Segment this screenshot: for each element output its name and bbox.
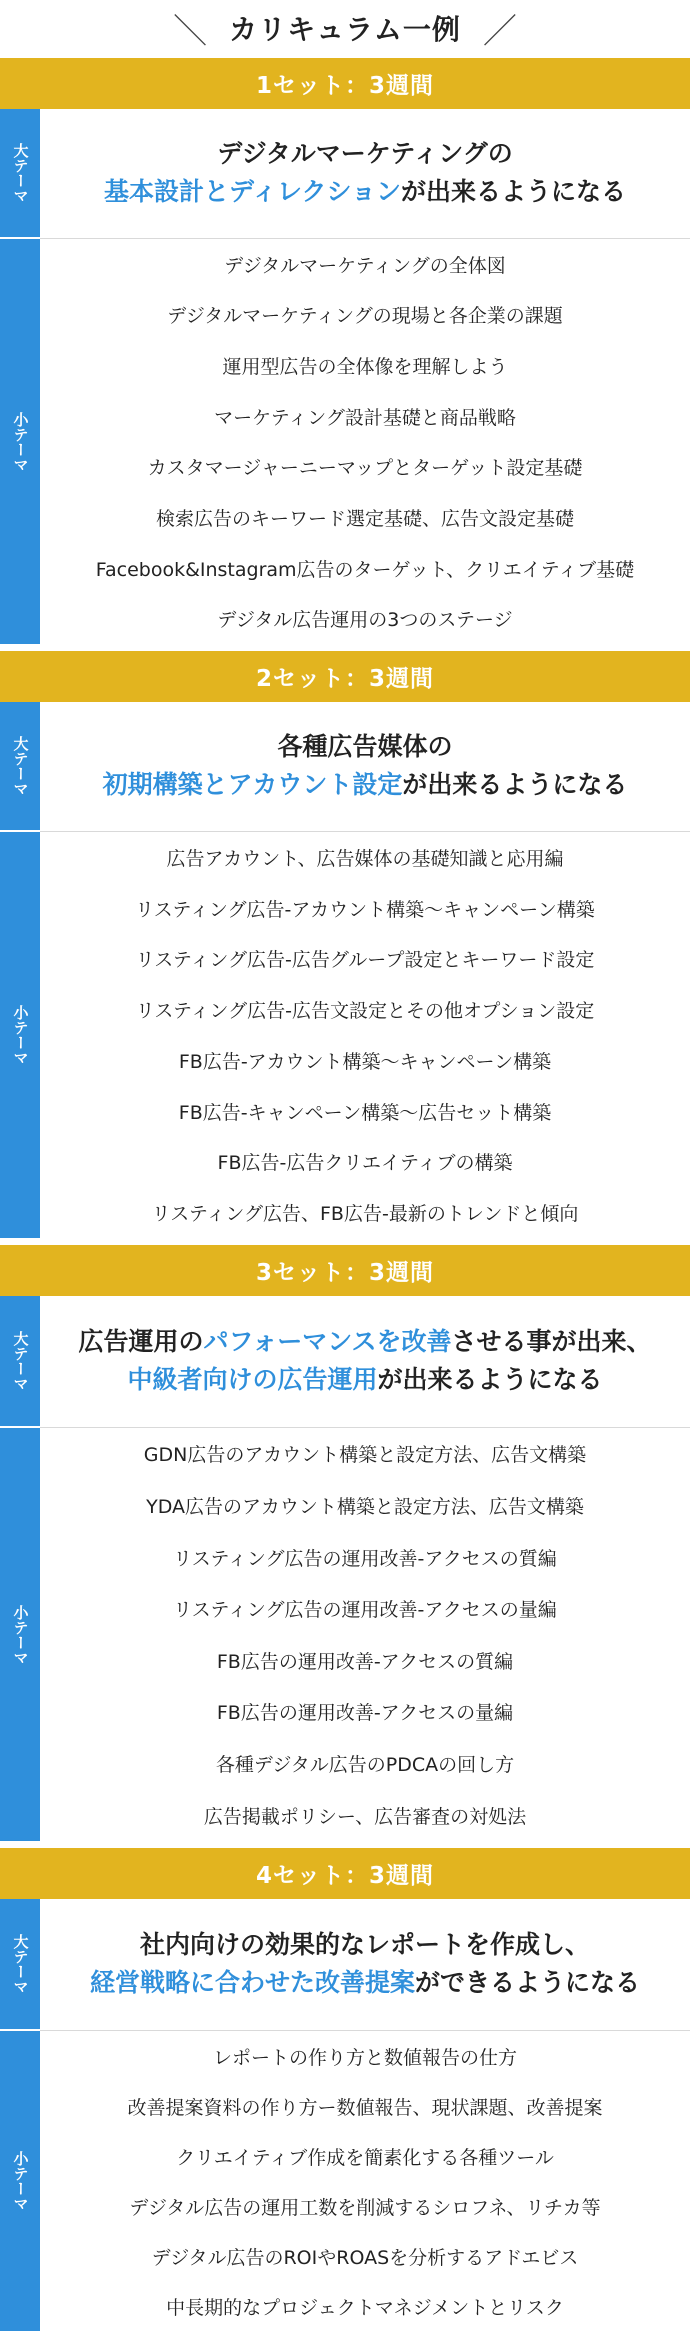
minor-theme-item: 改善提案資料の作り方ー数値報告、現状課題、改善提案 [127, 2096, 603, 2119]
minor-theme-item: リスティング広告-広告文設定とその他オプション設定 [135, 1000, 595, 1023]
major-theme-label: 大テーマ [11, 143, 30, 203]
major-theme-segment: させる事が出来、 [451, 1327, 652, 1356]
major-theme-tab [0, 1296, 40, 1426]
major-theme-text [40, 702, 690, 830]
major-theme-segment: 各種広告媒体の [277, 732, 453, 761]
minor-theme-item: FB広告の運用改善-アクセスの質編 [216, 1650, 514, 1673]
minor-theme-item: FB広告の運用改善-アクセスの量編 [216, 1702, 514, 1725]
major-theme-line [103, 766, 628, 804]
set-header-bar: 4セット：3週間 [0, 1848, 690, 1899]
major-theme-line [140, 1926, 590, 1964]
major-theme-segment: デジタルマーケティングの [217, 139, 513, 168]
major-theme-text [40, 1899, 690, 2029]
major-theme-segment: 社内向けの効果的なレポートを作成し、 [139, 1930, 590, 1959]
major-theme-tab [0, 702, 40, 830]
set-header-bar: 1セット：3週間 [0, 58, 690, 109]
minor-theme-item: リスティング広告-アカウント構築〜キャンペーン構築 [135, 898, 595, 921]
minor-theme-label: 小テーマ [11, 2151, 30, 2211]
minor-theme-item: 広告掲載ポリシー、広告審査の対処法 [203, 1805, 527, 1828]
page-title-area [0, 0, 690, 56]
major-theme-segment: が出来るようになる [401, 177, 627, 206]
major-theme-tab [0, 1899, 40, 2029]
minor-theme-tab [0, 1428, 40, 1841]
minor-theme-item: カスタマージャーニーマップとターゲット設定基礎 [147, 457, 583, 480]
minor-theme-tab [0, 239, 40, 644]
minor-theme-item: リスティング広告、FB広告-最新のトレンドと傾向 [151, 1203, 579, 1226]
minor-theme-item: FB広告-アカウント構築〜キャンペーン構築 [178, 1050, 552, 1073]
major-theme-label: 大テーマ [11, 1331, 30, 1391]
major-theme-segment: が出来るようになる [402, 770, 628, 799]
minor-theme-item: 運用型広告の全体像を理解しよう [222, 356, 508, 379]
minor-theme-item: デジタルマーケティングの全体図 [224, 254, 506, 277]
major-theme-line [78, 1323, 651, 1361]
minor-theme-label: 小テーマ [11, 1005, 30, 1065]
minor-theme-item: デジタル広告運用の3つのステージ [217, 609, 513, 632]
minor-theme-list [40, 832, 690, 1238]
major-theme-tab [0, 109, 40, 237]
minor-theme-item: クリエイティブ作成を簡素化する各種ツール [176, 2146, 554, 2169]
minor-theme-item: デジタル広告の運用工数を削減するシロフネ、リチカ等 [129, 2196, 601, 2219]
major-theme-line [217, 135, 513, 173]
minor-theme-item: 検索広告のキーワード選定基礎、広告文設定基礎 [155, 507, 574, 530]
minor-theme-list [40, 239, 690, 644]
minor-theme-item: マーケティング設計基礎と商品戦略 [214, 406, 516, 429]
minor-theme-list [40, 2031, 690, 2331]
minor-theme-item: デジタル広告のROIやROASを分析するアドエビス [151, 2246, 579, 2269]
minor-theme-tab [0, 2031, 40, 2331]
minor-theme-item: リスティング広告-広告グループ設定とキーワード設定 [135, 949, 595, 972]
title-left-mark: ＼ [173, 11, 208, 52]
major-theme-highlight: 基本設計とディレクション [103, 177, 401, 206]
major-theme-segment: 広告運用の [78, 1327, 204, 1356]
major-theme-label: 大テーマ [11, 1934, 30, 1994]
page-title: カリキュラム一例 [229, 13, 461, 46]
major-theme-segment: ができるようになる [415, 1968, 641, 1997]
minor-theme-label: 小テーマ [11, 411, 30, 472]
minor-theme-item: リスティング広告の運用改善-アクセスの量編 [173, 1599, 557, 1622]
minor-theme-label: 小テーマ [11, 1604, 30, 1665]
minor-theme-item: YDA広告のアカウント構築と設定方法、広告文構築 [146, 1495, 584, 1518]
major-theme-highlight: パフォーマンスを改善 [203, 1327, 452, 1356]
title-right-mark: ／ [482, 11, 517, 52]
minor-theme-item: 中長期的なプロジェクトマネジメントとリスク [166, 2296, 564, 2319]
major-theme-line [277, 728, 452, 766]
minor-theme-item: FB広告-広告クリエイティブの構築 [217, 1152, 513, 1175]
minor-theme-item: GDN広告のアカウント構築と設定方法、広告文構築 [143, 1444, 587, 1467]
major-theme-line [104, 173, 626, 211]
major-theme-highlight: 初期構築とアカウント設定 [102, 770, 403, 799]
minor-theme-item: 各種デジタル広告のPDCAの回し方 [215, 1754, 515, 1777]
minor-theme-item: Facebook&Instagram広告のターゲット、クリエイティブ基礎 [95, 558, 635, 581]
major-theme-segment: が出来るようになる [377, 1365, 603, 1394]
minor-theme-item: レポートの作り方と数値報告の仕方 [212, 2046, 517, 2069]
major-theme-label: 大テーマ [11, 736, 30, 796]
minor-theme-item: 広告アカウント、広告媒体の基礎知識と応用編 [166, 847, 564, 870]
major-theme-text [40, 1296, 690, 1426]
major-theme-highlight: 中級者向けの広告運用 [127, 1365, 378, 1394]
set-header-bar: 2セット：3週間 [0, 651, 690, 702]
set-header-bar: 3セット：3週間 [0, 1245, 690, 1296]
minor-theme-list [40, 1428, 690, 1841]
minor-theme-item: デジタルマーケティングの現場と各企業の課題 [167, 305, 563, 328]
major-theme-line [127, 1361, 602, 1399]
major-theme-line [90, 1964, 640, 2002]
minor-theme-item: リスティング広告の運用改善-アクセスの質編 [173, 1547, 557, 1570]
major-theme-highlight: 経営戦略に合わせた改善提案 [89, 1968, 415, 1997]
major-theme-text [40, 109, 690, 237]
minor-theme-tab [0, 832, 40, 1238]
minor-theme-item: FB広告-キャンペーン構築〜広告セット構築 [178, 1101, 552, 1124]
